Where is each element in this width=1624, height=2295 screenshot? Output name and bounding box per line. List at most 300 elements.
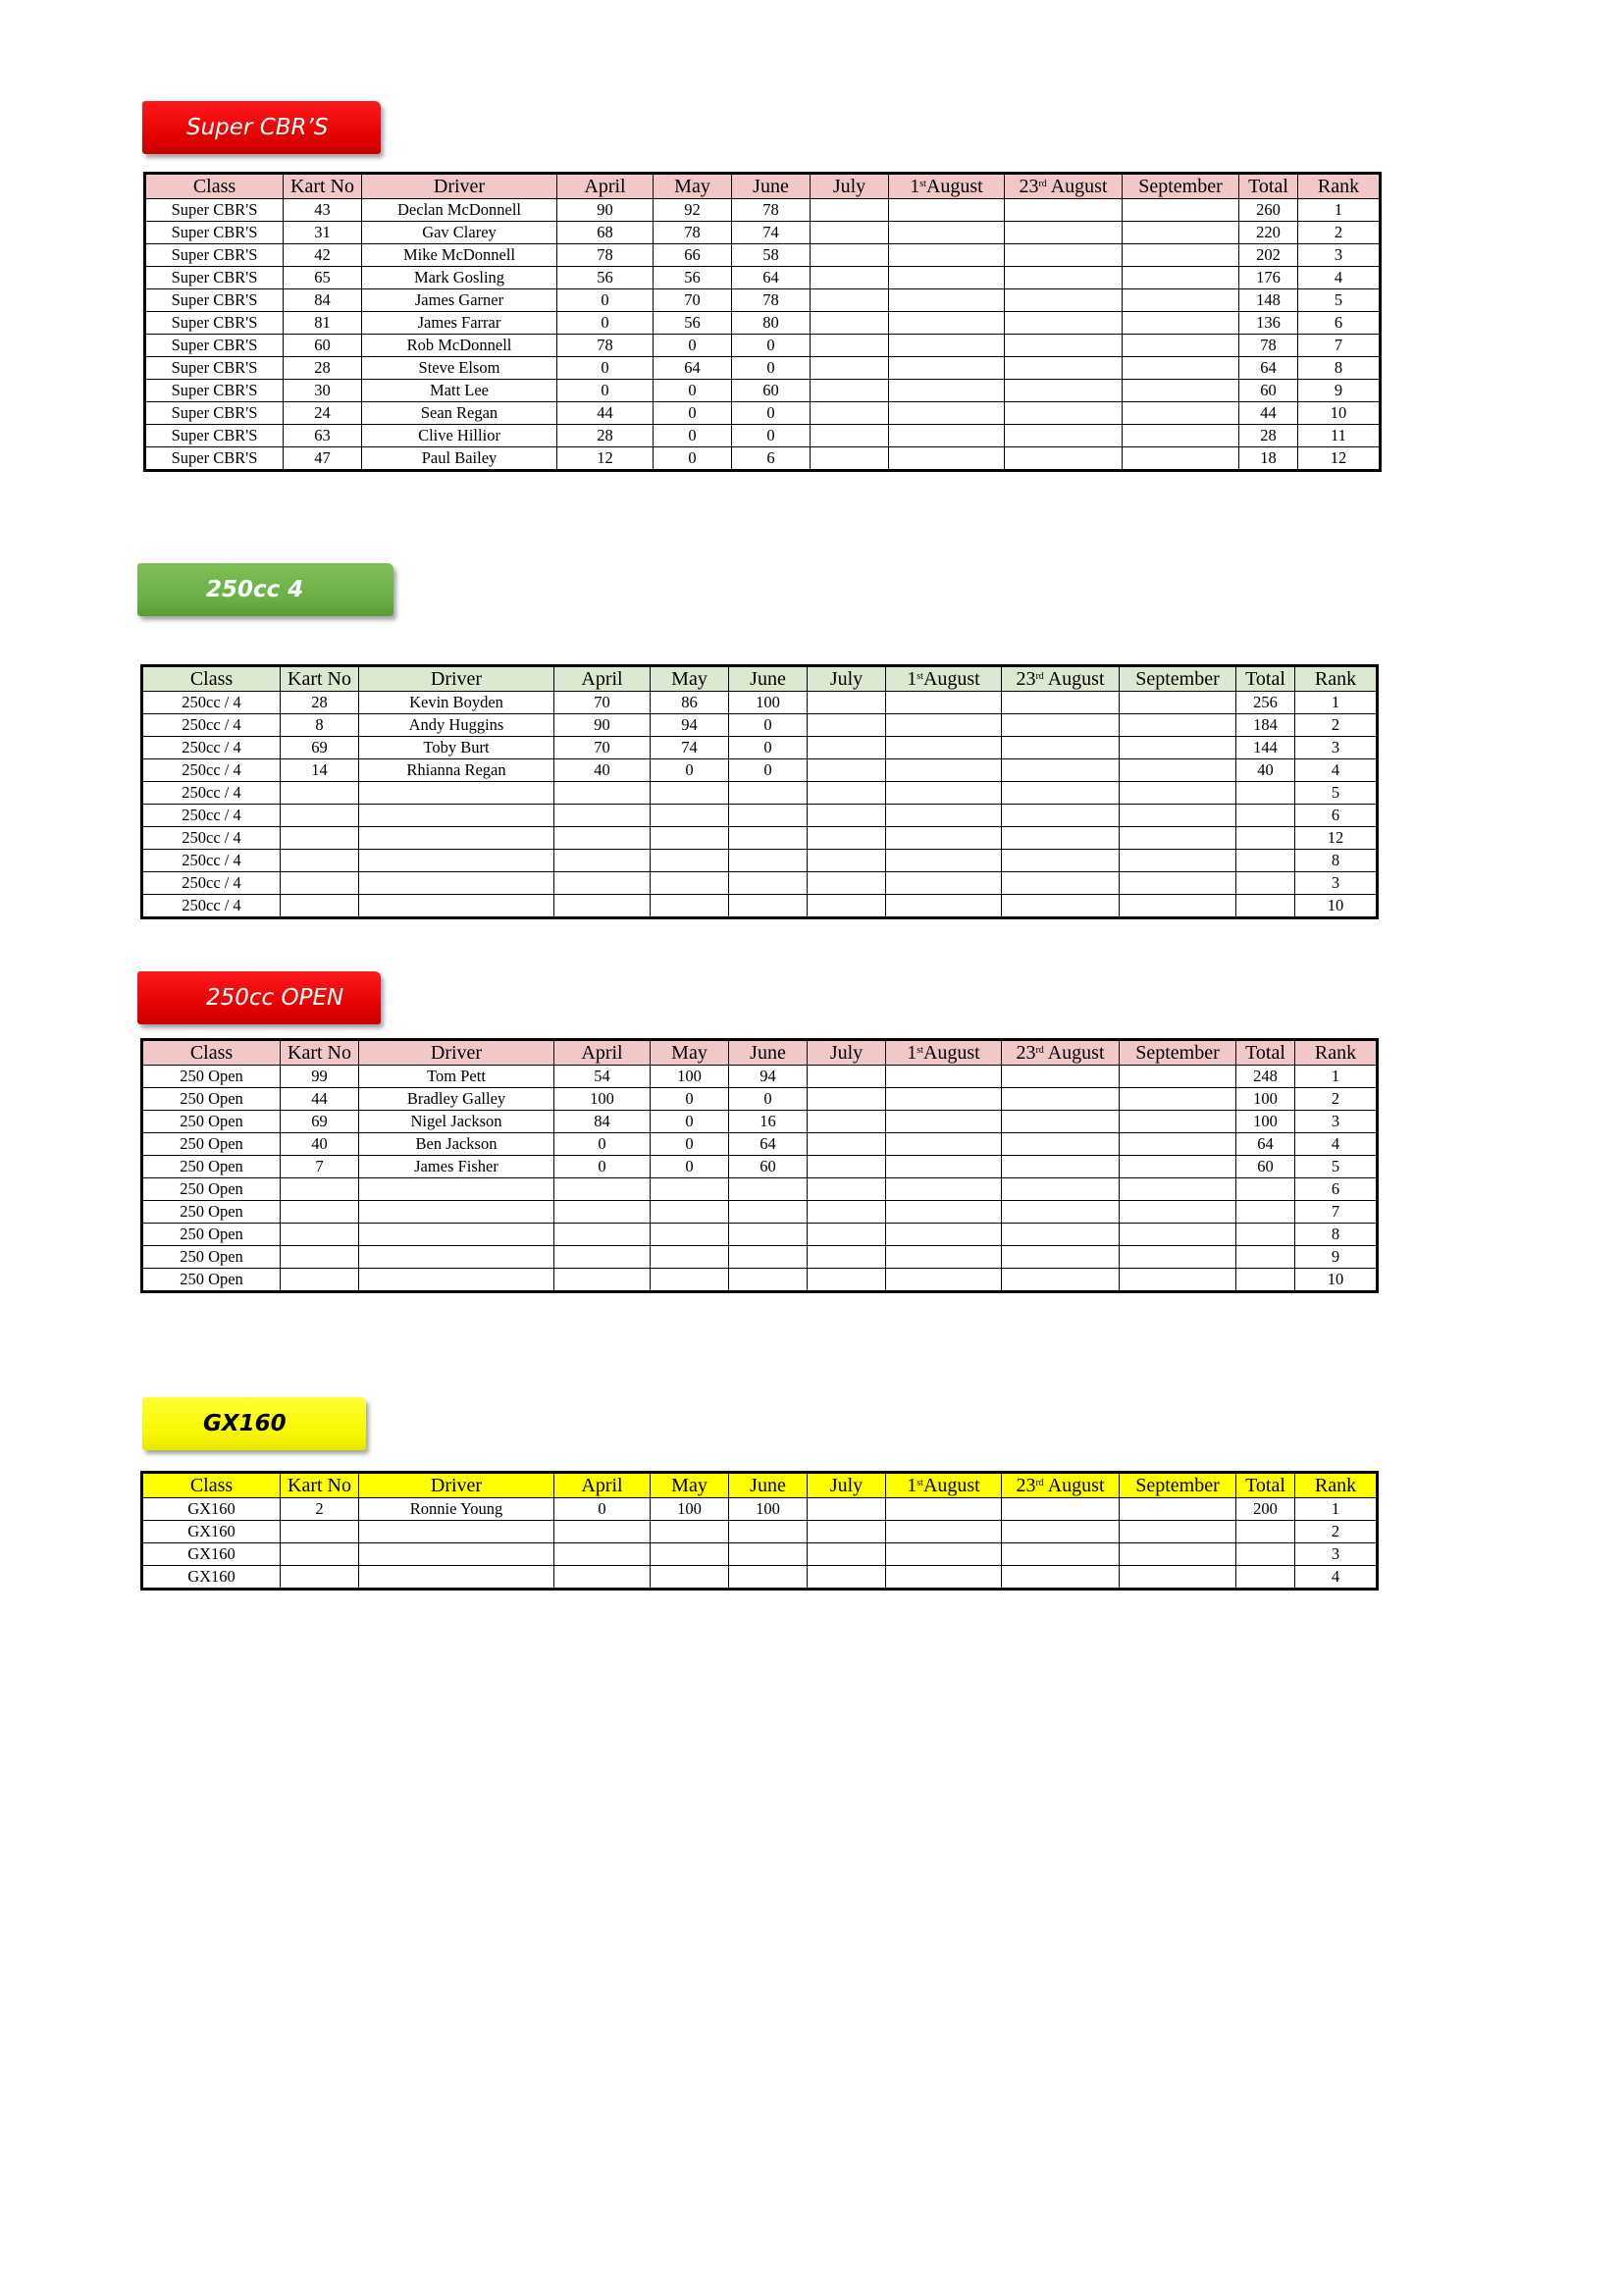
table-cell: 0 bbox=[651, 759, 729, 782]
column-header: September bbox=[1120, 1473, 1236, 1498]
table-cell: Super CBR'S bbox=[145, 335, 284, 357]
column-header: Rank bbox=[1295, 1040, 1378, 1066]
table-cell: GX160 bbox=[142, 1521, 281, 1543]
table-cell bbox=[651, 1178, 729, 1201]
table-cell bbox=[811, 357, 889, 380]
table-cell: Steve Elsom bbox=[362, 357, 557, 380]
table-cell: 250cc / 4 bbox=[142, 782, 281, 805]
table-cell bbox=[889, 199, 1005, 222]
table-cell: Super CBR'S bbox=[145, 402, 284, 425]
table-cell: 28 bbox=[284, 357, 362, 380]
table-cell bbox=[1005, 244, 1123, 267]
table-cell bbox=[1120, 1156, 1236, 1178]
table-cell bbox=[1123, 267, 1239, 289]
table-cell bbox=[281, 1543, 359, 1566]
column-header-part: August bbox=[922, 1475, 980, 1496]
table-cell: Super CBR'S bbox=[145, 447, 284, 471]
table-cell: 68 bbox=[557, 222, 654, 244]
table-cell: 90 bbox=[554, 714, 651, 737]
table-cell bbox=[886, 1201, 1002, 1224]
table-cell bbox=[811, 289, 889, 312]
table-cell: 144 bbox=[1236, 737, 1295, 759]
table-cell: 260 bbox=[1239, 199, 1298, 222]
table-cell bbox=[1123, 244, 1239, 267]
table-cell bbox=[886, 1566, 1002, 1590]
table-cell: 5 bbox=[1298, 289, 1381, 312]
table-row bbox=[142, 895, 1378, 918]
table-cell: 99 bbox=[281, 1066, 359, 1088]
table-cell: 64 bbox=[1236, 1133, 1295, 1156]
table-cell: 12 bbox=[1298, 447, 1381, 471]
table-cell: 250cc / 4 bbox=[142, 850, 281, 872]
table-cell bbox=[1002, 759, 1120, 782]
table-cell: 9 bbox=[1298, 380, 1381, 402]
column-header: Rank bbox=[1298, 174, 1381, 199]
table-cell bbox=[281, 1201, 359, 1224]
table-cell: 2 bbox=[1298, 222, 1381, 244]
table-cell bbox=[281, 1566, 359, 1590]
table-cell: 4 bbox=[1298, 267, 1381, 289]
table-cell bbox=[886, 1066, 1002, 1088]
table-cell: Bradley Galley bbox=[359, 1088, 554, 1111]
table-cell bbox=[811, 244, 889, 267]
table-cell bbox=[359, 1178, 554, 1201]
table-row bbox=[145, 425, 1381, 447]
table-cell: 250cc / 4 bbox=[142, 759, 281, 782]
table-cell: 0 bbox=[651, 1133, 729, 1156]
table-cell: Declan McDonnell bbox=[362, 199, 557, 222]
table-cell: 14 bbox=[281, 759, 359, 782]
table-cell bbox=[886, 759, 1002, 782]
table-cell bbox=[359, 1269, 554, 1292]
table-cell bbox=[886, 782, 1002, 805]
table-cell: Tom Pett bbox=[359, 1066, 554, 1088]
table-cell bbox=[1002, 1066, 1120, 1088]
table-cell bbox=[886, 850, 1002, 872]
table-cell bbox=[359, 827, 554, 850]
table-cell: 64 bbox=[1239, 357, 1298, 380]
table-cell bbox=[359, 1566, 554, 1590]
table-cell bbox=[886, 805, 1002, 827]
table-cell: 6 bbox=[1298, 312, 1381, 335]
table-cell bbox=[359, 805, 554, 827]
table-cell: 64 bbox=[654, 357, 732, 380]
table-cell: 0 bbox=[732, 425, 811, 447]
table-cell: Gav Clarey bbox=[362, 222, 557, 244]
table-cell bbox=[1236, 1246, 1295, 1269]
table-cell bbox=[889, 357, 1005, 380]
table-cell: 0 bbox=[557, 312, 654, 335]
table-cell: 1 bbox=[1295, 1498, 1378, 1521]
table-cell: 12 bbox=[1295, 827, 1378, 850]
table-cell: 250 Open bbox=[142, 1066, 281, 1088]
table-cell: 84 bbox=[554, 1111, 651, 1133]
table-cell: Andy Huggins bbox=[359, 714, 554, 737]
table-cell bbox=[359, 850, 554, 872]
table-cell: 0 bbox=[554, 1156, 651, 1178]
table-cell bbox=[886, 737, 1002, 759]
column-header: June bbox=[729, 1040, 808, 1066]
class-title-banner bbox=[142, 1397, 366, 1450]
table-cell bbox=[1002, 1088, 1120, 1111]
table-cell: 60 bbox=[729, 1156, 808, 1178]
header-row bbox=[142, 666, 1378, 692]
table-cell: 6 bbox=[732, 447, 811, 471]
table-cell: 4 bbox=[1295, 1133, 1378, 1156]
table-cell bbox=[651, 1521, 729, 1543]
table-cell bbox=[1236, 1269, 1295, 1292]
table-cell: 250 Open bbox=[142, 1156, 281, 1178]
column-header-suffix: rd bbox=[1038, 179, 1047, 189]
table-cell: 31 bbox=[284, 222, 362, 244]
table-cell: 56 bbox=[654, 267, 732, 289]
column-header-part: August bbox=[925, 176, 983, 197]
table-cell: 1 bbox=[1295, 1066, 1378, 1088]
table-cell: 0 bbox=[651, 1088, 729, 1111]
table-cell bbox=[1123, 357, 1239, 380]
table-cell bbox=[811, 267, 889, 289]
column-header: Class bbox=[142, 666, 281, 692]
table-cell: 10 bbox=[1295, 895, 1378, 918]
table-cell: Super CBR'S bbox=[145, 425, 284, 447]
table-cell: 12 bbox=[557, 447, 654, 471]
table-cell: 42 bbox=[284, 244, 362, 267]
table-cell: 16 bbox=[729, 1111, 808, 1133]
column-header bbox=[1005, 174, 1123, 199]
table-cell: 78 bbox=[732, 199, 811, 222]
table-cell: 250cc / 4 bbox=[142, 714, 281, 737]
table-cell bbox=[1002, 1566, 1120, 1590]
table-cell: 28 bbox=[1239, 425, 1298, 447]
table-cell bbox=[1120, 1543, 1236, 1566]
table-cell bbox=[1120, 872, 1236, 895]
table-cell bbox=[886, 1246, 1002, 1269]
column-header: Total bbox=[1239, 174, 1298, 199]
table-cell: 0 bbox=[654, 380, 732, 402]
table-cell bbox=[808, 1088, 886, 1111]
table-cell bbox=[1002, 714, 1120, 737]
table-cell bbox=[811, 312, 889, 335]
table-cell bbox=[1236, 1566, 1295, 1590]
table-cell bbox=[1002, 872, 1120, 895]
table-cell bbox=[1002, 895, 1120, 918]
table-cell: 0 bbox=[729, 759, 808, 782]
table-cell: 78 bbox=[1239, 335, 1298, 357]
table-cell bbox=[554, 1246, 651, 1269]
table-cell: 11 bbox=[1298, 425, 1381, 447]
column-header bbox=[889, 174, 1005, 199]
table-cell: 4 bbox=[1295, 1566, 1378, 1590]
table-cell: 40 bbox=[1236, 759, 1295, 782]
table-cell bbox=[1120, 1178, 1236, 1201]
table-cell: 18 bbox=[1239, 447, 1298, 471]
table-cell bbox=[281, 1246, 359, 1269]
table-cell bbox=[281, 782, 359, 805]
table-cell: 0 bbox=[654, 425, 732, 447]
table-cell bbox=[651, 1224, 729, 1246]
results-table bbox=[143, 172, 1382, 472]
table-cell bbox=[359, 1201, 554, 1224]
column-header-suffix: rd bbox=[1035, 1045, 1044, 1056]
table-cell: GX160 bbox=[142, 1498, 281, 1521]
table-cell: 0 bbox=[732, 402, 811, 425]
table-cell bbox=[811, 425, 889, 447]
table-cell: Matt Lee bbox=[362, 380, 557, 402]
table-cell bbox=[281, 872, 359, 895]
table-cell bbox=[554, 1201, 651, 1224]
column-header-part: 1 bbox=[907, 668, 917, 690]
table-cell bbox=[1123, 222, 1239, 244]
table-cell: 40 bbox=[281, 1133, 359, 1156]
table-cell bbox=[1120, 827, 1236, 850]
table-cell bbox=[1123, 425, 1239, 447]
table-cell: 4 bbox=[1295, 759, 1378, 782]
table-cell: Rhianna Regan bbox=[359, 759, 554, 782]
table-cell: 54 bbox=[554, 1066, 651, 1088]
table-cell bbox=[1236, 827, 1295, 850]
column-header: Kart No bbox=[284, 174, 362, 199]
table-row bbox=[142, 850, 1378, 872]
table-row bbox=[142, 1201, 1378, 1224]
table-cell bbox=[554, 1269, 651, 1292]
column-header: Class bbox=[142, 1473, 281, 1498]
table-row bbox=[145, 199, 1381, 222]
column-header bbox=[1002, 1473, 1120, 1498]
table-row bbox=[142, 827, 1378, 850]
table-cell: 78 bbox=[557, 335, 654, 357]
table-cell: GX160 bbox=[142, 1566, 281, 1590]
table-cell bbox=[886, 1269, 1002, 1292]
table-cell: 100 bbox=[729, 1498, 808, 1521]
table-cell bbox=[1002, 1246, 1120, 1269]
table-cell: 250 Open bbox=[142, 1178, 281, 1201]
table-cell bbox=[281, 1178, 359, 1201]
table-cell bbox=[554, 850, 651, 872]
table-cell: 0 bbox=[557, 380, 654, 402]
table-cell: 250 Open bbox=[142, 1224, 281, 1246]
table-cell bbox=[554, 782, 651, 805]
header-row bbox=[142, 1473, 1378, 1498]
table-cell bbox=[889, 447, 1005, 471]
table-cell bbox=[1120, 895, 1236, 918]
column-header bbox=[1002, 1040, 1120, 1066]
column-header: May bbox=[654, 174, 732, 199]
table-cell bbox=[554, 1521, 651, 1543]
table-cell bbox=[808, 692, 886, 714]
table-cell: 65 bbox=[284, 267, 362, 289]
table-cell: Rob McDonnell bbox=[362, 335, 557, 357]
table-cell: Paul Bailey bbox=[362, 447, 557, 471]
table-row bbox=[142, 805, 1378, 827]
table-row bbox=[142, 782, 1378, 805]
table-cell bbox=[808, 1246, 886, 1269]
table-cell bbox=[1005, 402, 1123, 425]
column-header-suffix: st bbox=[919, 179, 926, 189]
table-cell bbox=[359, 1246, 554, 1269]
column-header-part: 23 bbox=[1016, 1042, 1036, 1064]
table-cell: 58 bbox=[732, 244, 811, 267]
table-row bbox=[145, 244, 1381, 267]
table-cell: 250cc / 4 bbox=[142, 872, 281, 895]
class-title: GX160 bbox=[203, 1411, 287, 1436]
table-cell: 6 bbox=[1295, 1178, 1378, 1201]
column-header: July bbox=[811, 174, 889, 199]
table-cell bbox=[1120, 1498, 1236, 1521]
table-cell: James Farrar bbox=[362, 312, 557, 335]
table-cell bbox=[1120, 1224, 1236, 1246]
table-cell bbox=[808, 1111, 886, 1133]
table-cell: 3 bbox=[1295, 872, 1378, 895]
table-cell bbox=[808, 782, 886, 805]
column-header: Rank bbox=[1295, 666, 1378, 692]
table-row bbox=[142, 1156, 1378, 1178]
table-cell: 60 bbox=[1239, 380, 1298, 402]
table-row bbox=[142, 872, 1378, 895]
column-header: April bbox=[554, 1473, 651, 1498]
table-cell bbox=[1120, 1269, 1236, 1292]
table-cell bbox=[554, 805, 651, 827]
column-header: April bbox=[554, 1040, 651, 1066]
table-row bbox=[142, 714, 1378, 737]
table-cell bbox=[808, 872, 886, 895]
table-cell: 8 bbox=[1298, 357, 1381, 380]
table-cell: 0 bbox=[654, 402, 732, 425]
table-cell bbox=[729, 1566, 808, 1590]
table-cell: Ronnie Young bbox=[359, 1498, 554, 1521]
table-cell bbox=[1120, 782, 1236, 805]
table-cell bbox=[651, 1269, 729, 1292]
table-cell: Super CBR'S bbox=[145, 380, 284, 402]
table-cell: Super CBR'S bbox=[145, 199, 284, 222]
table-row bbox=[142, 1246, 1378, 1269]
table-row bbox=[142, 1066, 1378, 1088]
table-cell bbox=[554, 872, 651, 895]
table-cell bbox=[281, 827, 359, 850]
table-cell: 2 bbox=[1295, 714, 1378, 737]
class-title-banner bbox=[137, 971, 381, 1024]
table-cell: 28 bbox=[281, 692, 359, 714]
table-cell bbox=[1005, 380, 1123, 402]
class-title: Super CBR’S bbox=[186, 115, 329, 140]
table-cell bbox=[808, 1521, 886, 1543]
table-cell bbox=[1005, 199, 1123, 222]
table-cell bbox=[729, 895, 808, 918]
table-cell bbox=[808, 805, 886, 827]
table-cell: Super CBR'S bbox=[145, 222, 284, 244]
table-cell: 7 bbox=[1298, 335, 1381, 357]
column-header: September bbox=[1123, 174, 1239, 199]
table-cell bbox=[889, 289, 1005, 312]
table-cell: Clive Hillior bbox=[362, 425, 557, 447]
table-cell: 78 bbox=[557, 244, 654, 267]
table-cell bbox=[1002, 1269, 1120, 1292]
table-row bbox=[145, 357, 1381, 380]
table-cell bbox=[1120, 1111, 1236, 1133]
results-table bbox=[140, 664, 1379, 919]
column-header-suffix: st bbox=[917, 1045, 923, 1056]
column-header: Total bbox=[1236, 666, 1295, 692]
table-cell bbox=[651, 1246, 729, 1269]
table-cell: 0 bbox=[729, 737, 808, 759]
class-title: 250cc 4 bbox=[206, 577, 304, 602]
table-cell bbox=[1236, 782, 1295, 805]
column-header: Class bbox=[142, 1040, 281, 1066]
table-cell: 0 bbox=[651, 1156, 729, 1178]
column-header: Rank bbox=[1295, 1473, 1378, 1498]
table-cell bbox=[1002, 850, 1120, 872]
table-cell bbox=[1120, 737, 1236, 759]
table-cell bbox=[1236, 872, 1295, 895]
table-cell: 250 Open bbox=[142, 1201, 281, 1224]
table-cell: 0 bbox=[557, 357, 654, 380]
table-cell bbox=[729, 1201, 808, 1224]
table-cell bbox=[808, 1566, 886, 1590]
table-cell: 78 bbox=[732, 289, 811, 312]
table-cell: Mike McDonnell bbox=[362, 244, 557, 267]
table-row bbox=[145, 222, 1381, 244]
table-cell bbox=[1002, 1111, 1120, 1133]
table-cell: 84 bbox=[284, 289, 362, 312]
table-cell: Super CBR'S bbox=[145, 289, 284, 312]
table-cell bbox=[1120, 805, 1236, 827]
table-cell: 250 Open bbox=[142, 1133, 281, 1156]
table-cell bbox=[1002, 692, 1120, 714]
table-row bbox=[145, 312, 1381, 335]
table-cell bbox=[1120, 850, 1236, 872]
table-cell: 10 bbox=[1295, 1269, 1378, 1292]
table-cell bbox=[811, 402, 889, 425]
table-cell bbox=[359, 872, 554, 895]
table-cell bbox=[886, 1133, 1002, 1156]
column-header-part: August bbox=[1047, 668, 1105, 690]
table-cell bbox=[1123, 402, 1239, 425]
table-cell: 8 bbox=[1295, 1224, 1378, 1246]
table-cell bbox=[808, 827, 886, 850]
table-row bbox=[142, 1111, 1378, 1133]
class-title: 250cc OPEN bbox=[206, 985, 344, 1011]
table-cell bbox=[729, 782, 808, 805]
table-row bbox=[145, 402, 1381, 425]
table-cell bbox=[889, 380, 1005, 402]
table-cell: James Fisher bbox=[359, 1156, 554, 1178]
table-cell bbox=[1002, 782, 1120, 805]
table-cell: 44 bbox=[557, 402, 654, 425]
table-cell bbox=[281, 1521, 359, 1543]
table-cell: Sean Regan bbox=[362, 402, 557, 425]
table-cell bbox=[1123, 289, 1239, 312]
table-cell bbox=[1236, 1543, 1295, 1566]
table-cell bbox=[808, 714, 886, 737]
table-cell bbox=[729, 827, 808, 850]
column-header-suffix: rd bbox=[1035, 671, 1044, 682]
table-cell bbox=[886, 1498, 1002, 1521]
table-cell: 69 bbox=[281, 737, 359, 759]
table-cell: 256 bbox=[1236, 692, 1295, 714]
column-header: July bbox=[808, 1473, 886, 1498]
table-cell: Kevin Boyden bbox=[359, 692, 554, 714]
table-cell: 0 bbox=[654, 447, 732, 471]
table-cell bbox=[886, 1178, 1002, 1201]
table-cell bbox=[359, 1521, 554, 1543]
table-cell bbox=[811, 199, 889, 222]
table-cell: 250cc / 4 bbox=[142, 827, 281, 850]
table-cell: 202 bbox=[1239, 244, 1298, 267]
table-cell: 64 bbox=[732, 267, 811, 289]
table-row bbox=[142, 759, 1378, 782]
table-cell: Mark Gosling bbox=[362, 267, 557, 289]
table-cell: 10 bbox=[1298, 402, 1381, 425]
column-header-part: 1 bbox=[910, 176, 920, 197]
